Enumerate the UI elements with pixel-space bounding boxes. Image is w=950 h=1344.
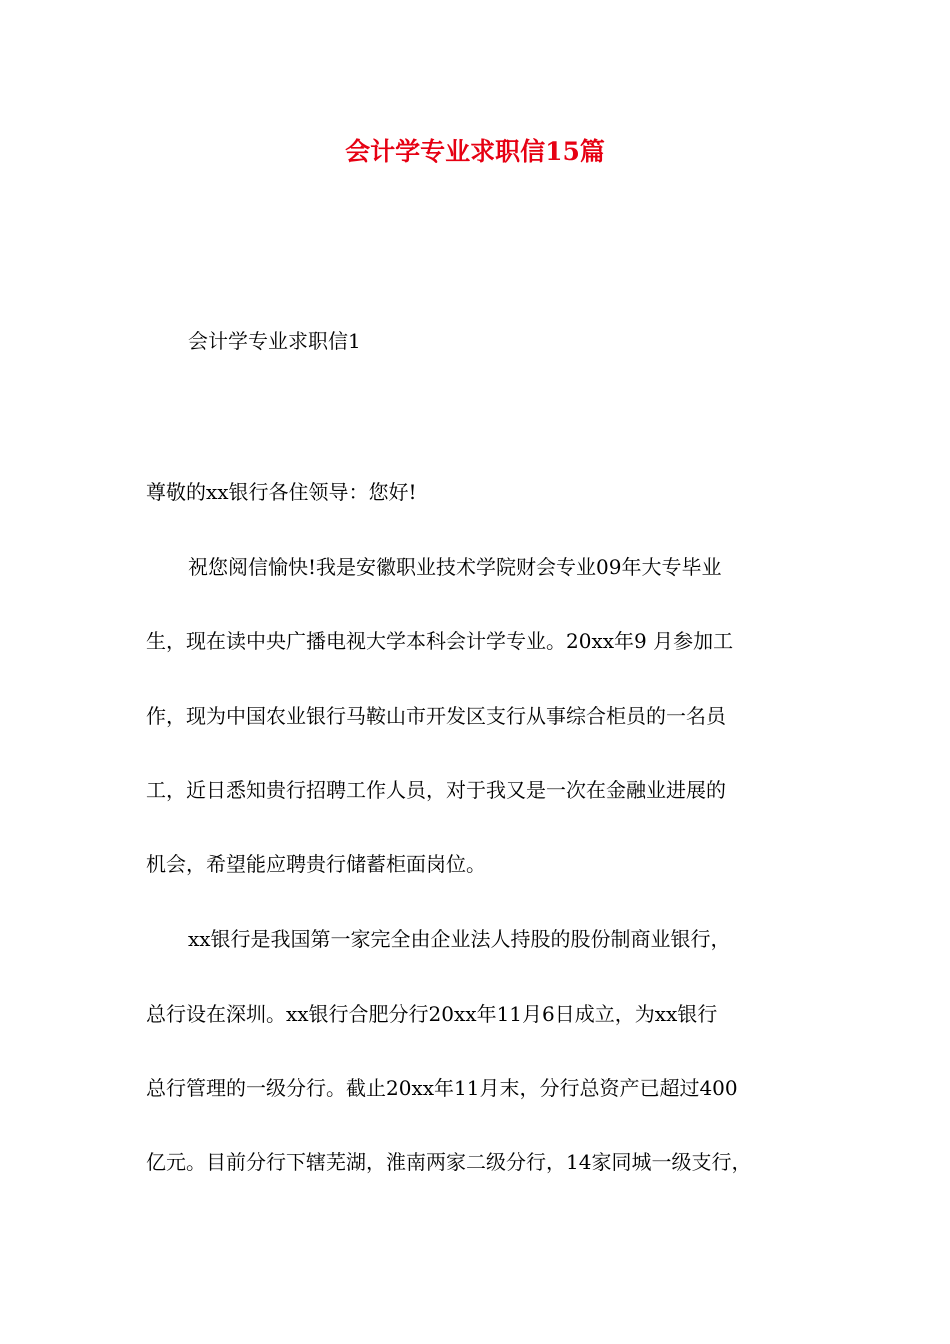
section-heading: 会计学专业求职信1	[188, 329, 361, 353]
paragraph-1-line-2: 生，现在读中央广播电视大学本科会计学专业。20xx年9 月参加工	[146, 629, 734, 653]
paragraph-2-line-2: 总行设在深圳。xx银行合肥分行20xx年11月6日成立，为xx银行	[146, 1002, 718, 1026]
paragraph-2-line-4: 亿元。目前分行下辖芜湖，淮南两家二级分行，14家同城一级支行，	[146, 1150, 752, 1174]
paragraph-1-line-1: 祝您阅信愉快!我是安徽职业技术学院财会专业09年大专毕业	[188, 555, 722, 579]
paragraph-1-line-3: 作，现为中国农业银行马鞍山市开发区支行从事综合柜员的一名员	[146, 704, 726, 728]
paragraph-2-line-1: xx银行是我国第一家完全由企业法人持股的股份制商业银行，	[188, 927, 731, 951]
paragraph-2-line-3: 总行管理的一级分行。截止20xx年11月末，分行总资产已超过400	[146, 1076, 738, 1100]
greeting-line: 尊敬的xx银行各住领导：您好!	[146, 480, 417, 504]
paragraph-1-line-4: 工，近日悉知贵行招聘工作人员，对于我又是一次在金融业进展的	[146, 778, 726, 802]
paragraph-1-line-5: 机会，希望能应聘贵行储蓄柜面岗位。	[146, 852, 486, 876]
document-title: 会计学专业求职信15篇	[345, 137, 605, 166]
